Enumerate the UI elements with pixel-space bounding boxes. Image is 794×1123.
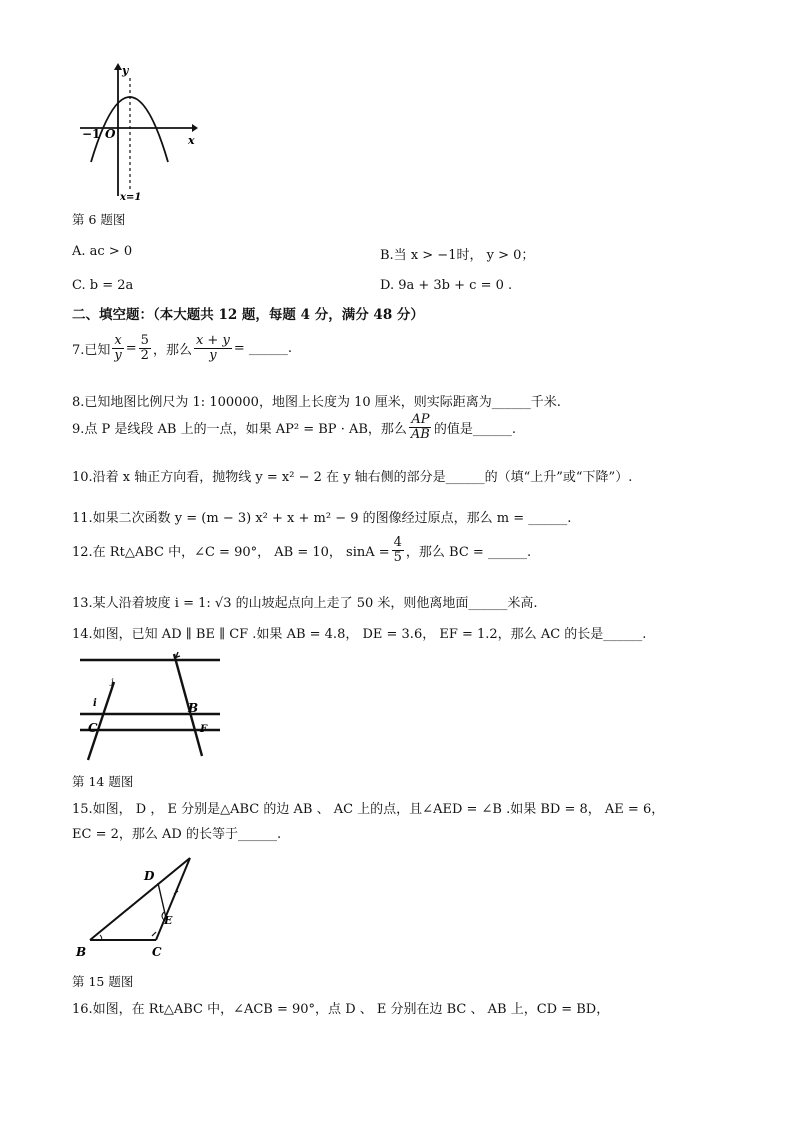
fig6-origin-label: O	[105, 127, 116, 141]
question-10: 10.沿着 x 轴正方向看，抛物线 y = x² − 2 在 y 轴右侧的部分是______的（填“上升”或“下降”）.	[72, 470, 633, 485]
q9-suffix: 的值是______.	[433, 421, 516, 437]
question-14: 14.如图，已知 AD ∥ BE ∥ CF .如果 AB = 4.8， DE = 3.6， EF = 1.2，那么 AC 的长是______.	[72, 627, 647, 642]
q7-prefix: 7.已知	[72, 342, 111, 358]
q6-option-d: D. 9a + 3b + c = 0 .	[380, 278, 513, 293]
q7-fraction-3: $\frac{x + y}{y}$	[195, 333, 230, 363]
fig6-caption: 第 6 题图	[72, 212, 126, 227]
q7-equals: =	[125, 340, 137, 356]
q12-suffix: ，那么 BC = ______.	[405, 544, 532, 560]
fig6-x-label: x	[188, 134, 195, 147]
figure-15-triangle	[72, 852, 194, 962]
figure-14-parallel-lines	[76, 650, 222, 762]
q7-middle: ，那么	[152, 342, 192, 358]
fig14-label-j: j	[111, 677, 114, 686]
q12-fraction: $\frac{4}{5}$	[393, 535, 402, 565]
fig14-caption: 第 14 题图	[72, 774, 134, 789]
fig6-symmetry-label: x=1	[120, 192, 142, 202]
fig15-label-c: C	[152, 945, 162, 959]
fig14-label-f: F	[200, 724, 208, 735]
question-12	[72, 536, 531, 564]
section-2-heading: 二、填空题：（本大题共 12 题，每题 4 分，满分 48 分）	[72, 307, 424, 323]
fig14-label-b: B	[188, 701, 199, 715]
q6-option-a: A. ac > 0	[72, 244, 133, 259]
fig15-label-b: B	[76, 945, 87, 959]
q9-prefix: 9.点 P 是线段 AB 上的一点，如果 AP² = BP · AB，那么	[72, 421, 407, 437]
question-16: 16.如图，在 Rt△ABC 中，∠ACB = 90°，点 D 、 E 分别在边 BC 、 AB 上，CD = BD，	[72, 1002, 610, 1017]
fig14-label-i: i	[93, 698, 97, 709]
fig14-label-c: C	[88, 721, 98, 735]
fig6-neg-one-label: −1	[82, 127, 101, 141]
figure-6-parabola	[76, 60, 200, 202]
fig6-y-label: y	[122, 64, 129, 77]
question-13: 13.某人沿着坡度 i = 1: √3 的山坡起点向上走了 50 米，则他离地面______米高.	[72, 596, 538, 611]
fig15-label-d: D	[144, 869, 155, 883]
question-11: 11.如果二次函数 y = (m − 3) x² + x + m² − 9 的图像经过原点，那么 m = ______.	[72, 511, 572, 526]
question-9	[72, 413, 516, 441]
q7-suffix: = ______.	[233, 340, 292, 356]
question-15-line-1: 15.如图， D ， E 分别是△ABC 的边 AB 、 AC 上的点，且∠AED = ∠B .如果 BD = 8， AE = 6，	[72, 802, 665, 817]
question-15-line-2: EC = 2，那么 AD 的长等于______.	[72, 827, 282, 842]
q6-option-b: B.当 x > −1时， y > 0；	[380, 248, 535, 263]
q9-fraction: $\frac{AP}{AB}$	[410, 412, 430, 442]
question-7	[72, 334, 292, 362]
q7-fraction-2: $\frac{5}{2}$	[140, 333, 149, 363]
fig15-label-e: E	[164, 914, 173, 927]
fig15-caption: 第 15 题图	[72, 974, 134, 989]
q7-fraction-1: $\frac{x}{y}$	[114, 333, 122, 363]
q6-option-c: C. b = 2a	[72, 278, 134, 293]
question-8: 8.已知地图比例尺为 1: 100000，地图上长度为 10 厘米，则实际距离为______千米.	[72, 395, 561, 410]
q12-prefix: 12.在 Rt△ABC 中，∠C = 90°， AB = 10， sinA =	[72, 544, 390, 560]
